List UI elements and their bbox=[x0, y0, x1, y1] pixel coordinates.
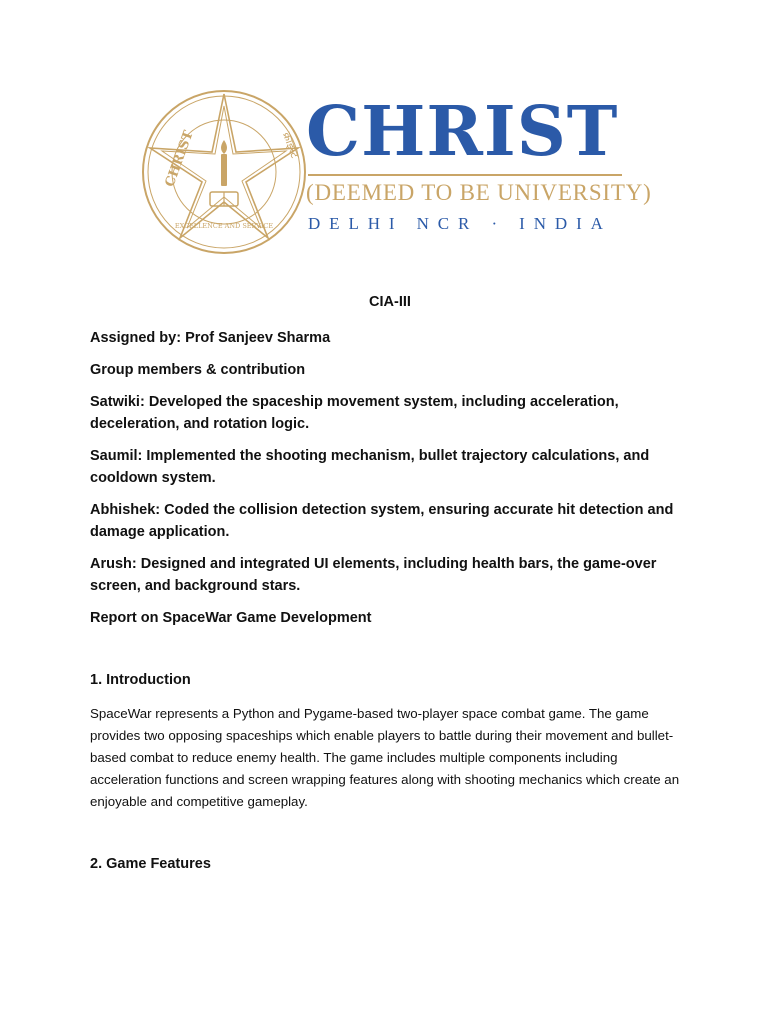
logo-divider bbox=[308, 174, 622, 176]
group-label: Group members & contribution bbox=[90, 362, 306, 378]
university-logo bbox=[140, 88, 652, 258]
seal-bottom-text: EXCELLENCE AND SERVICE bbox=[174, 222, 274, 230]
section-heading: 1. Introduction bbox=[90, 672, 191, 688]
university-name: CHRIST bbox=[306, 92, 619, 172]
member-contribution: Saumil: Implemented the shooting mechanism, bullet trajectory calculations, and cooldown system. bbox=[90, 448, 650, 486]
assigned-by: Assigned by: Prof Sanjeev Sharma bbox=[90, 330, 331, 346]
member-contribution: Arush: Designed and integrated UI elements, including health bars, the game-over screen, and background stars. bbox=[90, 556, 657, 594]
seal-right-text: क्राइस्ट bbox=[279, 130, 302, 160]
section-heading: 2. Game Features bbox=[90, 856, 211, 872]
seal-left-text: CHRIST bbox=[162, 128, 197, 189]
member-contribution: Satwiki: Developed the spaceship movement system, including acceleration, deceleration, and rotation logic. bbox=[90, 394, 619, 432]
university-seal-icon bbox=[140, 88, 308, 256]
report-title: Report on SpaceWar Game Development bbox=[90, 610, 372, 626]
university-subtitle: (DEEMED TO BE UNIVERSITY) bbox=[306, 180, 652, 205]
document-heading: CIA-III bbox=[369, 294, 411, 310]
document-body bbox=[90, 294, 680, 875]
university-location: DELHI NCR · INDIA bbox=[308, 214, 612, 233]
section-paragraph: SpaceWar represents a Python and Pygame-based two-player space combat game. The game provides two opposing spaceships which enable players to battle during their movement and bullet-based combat to reduce enemy health. The game includes multiple components including acceleration functions and screen wrapping features along with shooting mechanics which create an enjoyable and competitive gameplay. bbox=[90, 706, 680, 809]
member-contribution: Abhishek: Coded the collision detection system, ensuring accurate hit detection and damage application. bbox=[90, 502, 674, 540]
